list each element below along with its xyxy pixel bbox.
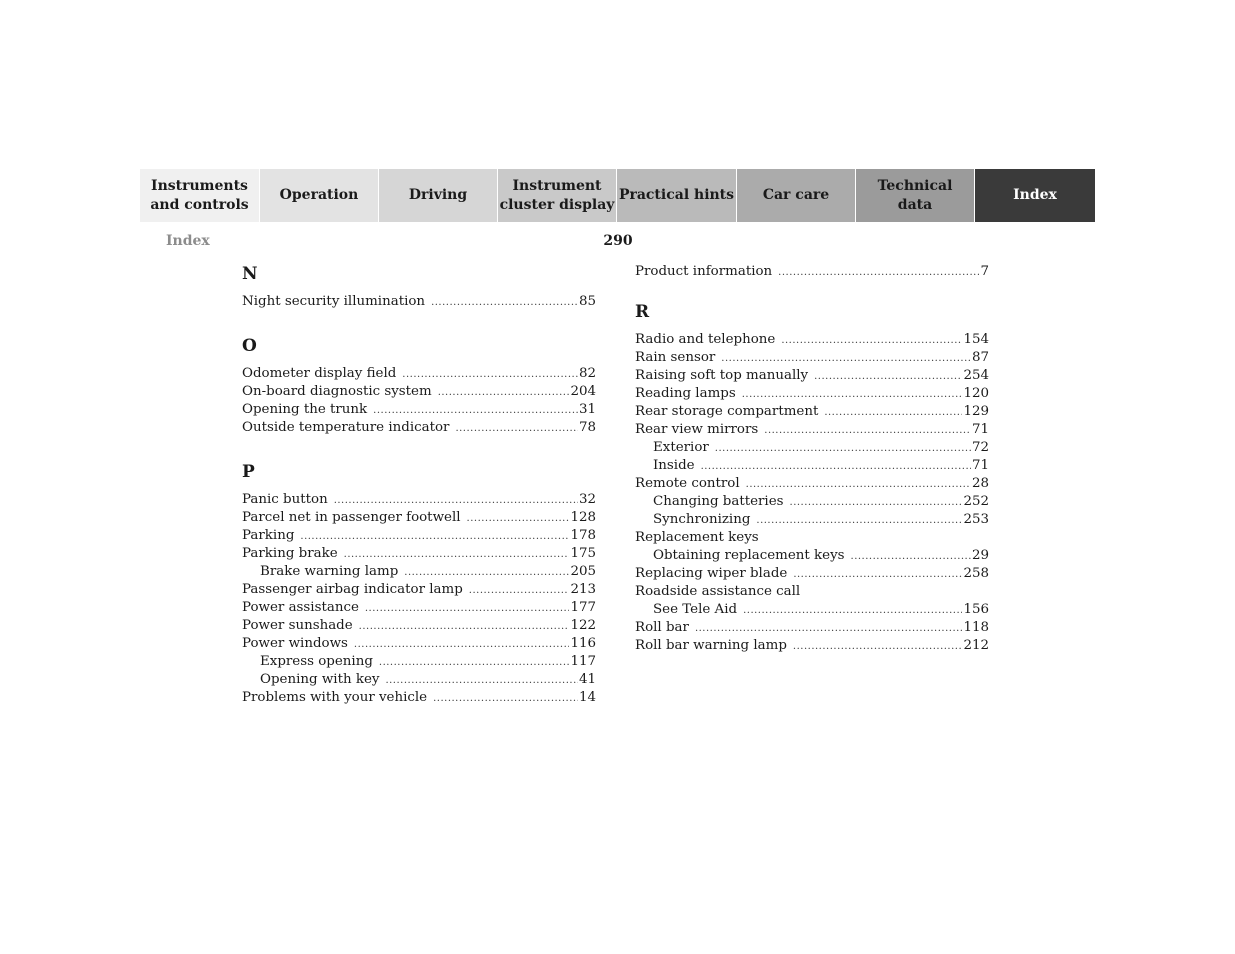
index-group-o: [242, 335, 596, 437]
index-entry[interactable]: [242, 527, 596, 545]
entry-page-number: 87: [971, 350, 989, 365]
entry-page-number: 204: [570, 384, 596, 399]
entry-page-number: 29: [971, 548, 989, 563]
index-entry[interactable]: [242, 599, 596, 617]
entry-page-number: 175: [570, 546, 596, 561]
index-group-n: [242, 263, 596, 311]
tab-label-line1: Operation: [279, 187, 359, 203]
entry-page-number: 178: [570, 528, 596, 543]
index-entry[interactable]: [635, 349, 989, 367]
section-label: Index: [166, 233, 210, 249]
entry-text: Opening the trunk: [242, 402, 368, 417]
entry-page-number: 212: [963, 638, 989, 653]
tab-instrument-cluster-display[interactable]: [498, 169, 617, 222]
dot-leader: [764, 422, 971, 440]
dot-leader: [467, 510, 570, 528]
index-entry-list: [242, 365, 596, 437]
index-subentry[interactable]: [635, 601, 989, 619]
index-entry[interactable]: [242, 689, 596, 707]
dot-leader: [695, 620, 963, 638]
entry-page-number: 31: [578, 402, 596, 417]
dot-leader: [778, 264, 979, 282]
index-entry[interactable]: [635, 583, 989, 601]
dot-leader: [354, 636, 570, 654]
dot-leader: [344, 546, 570, 564]
tab-index-active[interactable]: [975, 169, 1095, 222]
entry-text: Reading lamps: [635, 386, 736, 401]
index-entry[interactable]: [635, 331, 989, 349]
entry-text: Power windows: [242, 636, 348, 651]
entry-text: Express opening: [260, 654, 373, 669]
index-entry[interactable]: [635, 475, 989, 493]
index-entry-list: [242, 491, 596, 707]
entry-text: Parking brake: [242, 546, 338, 561]
index-subentry[interactable]: [635, 511, 989, 529]
index-letter-heading: P: [242, 462, 255, 482]
dot-leader: [379, 654, 570, 672]
chapter-tab-bar: [140, 169, 1095, 222]
entry-text: Rear storage compartment: [635, 404, 819, 419]
entry-text: Changing batteries: [653, 494, 784, 509]
entry-page-number: 129: [963, 404, 989, 419]
dot-leader: [814, 368, 962, 386]
dot-leader: [455, 420, 578, 438]
entry-text: Panic button: [242, 492, 328, 507]
entry-page-number: 14: [578, 690, 596, 705]
index-entry-list: [635, 331, 989, 655]
dot-leader: [402, 366, 578, 384]
tab-label-line1: Practical hints: [618, 187, 735, 203]
entry-page-number: 82: [578, 366, 596, 381]
entry-text: Parking: [242, 528, 295, 543]
index-entry[interactable]: [242, 293, 596, 311]
entry-page-number: 71: [971, 458, 989, 473]
tab-technical-data[interactable]: [856, 169, 975, 222]
entry-text: Replacement keys: [635, 530, 759, 545]
dot-leader: [851, 548, 971, 566]
entry-page-number: 177: [570, 600, 596, 615]
index-entry[interactable]: [635, 385, 989, 403]
dot-leader: [469, 582, 570, 600]
entry-text: Odometer display field: [242, 366, 397, 381]
entry-page-number: 116: [570, 636, 596, 651]
index-entry[interactable]: [242, 383, 596, 401]
entry-text: Power assistance: [242, 600, 359, 615]
entry-page-number: 41: [578, 672, 596, 687]
entry-page-number: 128: [570, 510, 596, 525]
entry-page-number: 254: [963, 368, 989, 383]
dot-leader: [385, 672, 578, 690]
index-entry[interactable]: [635, 529, 989, 547]
dot-leader: [701, 458, 971, 476]
tab-instruments-and-controls[interactable]: [140, 169, 260, 222]
entry-page-number: 117: [570, 654, 596, 669]
entry-text: Roadside assistance call: [635, 584, 801, 599]
entry-text: Exterior: [653, 440, 709, 455]
tab-label-line1: Index: [1013, 187, 1057, 203]
entry-page-number: 85: [578, 294, 596, 309]
dot-leader: [300, 528, 569, 546]
entry-text: Product information: [635, 264, 773, 279]
entry-text: Radio and telephone: [635, 332, 776, 347]
index-letter-heading: R: [635, 302, 650, 322]
index-subentry[interactable]: [635, 547, 989, 565]
dot-leader: [365, 600, 570, 618]
entry-text: Replacing wiper blade: [635, 566, 788, 581]
index-group-p: [242, 461, 596, 707]
index-subentry[interactable]: [242, 563, 596, 581]
index-entry[interactable]: [635, 637, 989, 655]
index-subentry[interactable]: [635, 457, 989, 475]
dot-leader: [721, 350, 971, 368]
index-entry[interactable]: [635, 403, 989, 421]
index-entry[interactable]: [242, 491, 596, 509]
entry-text: Raising soft top manually: [635, 368, 809, 383]
entry-text: Power sunshade: [242, 618, 353, 633]
dot-leader: [742, 386, 963, 404]
index-subentry[interactable]: [635, 439, 989, 457]
index-group-r: [635, 301, 989, 655]
entry-text: Synchronizing: [653, 512, 751, 527]
index-column-right: [635, 263, 989, 679]
entry-page-number: 154: [963, 332, 989, 347]
entry-page-number: 213: [570, 582, 596, 597]
index-entry[interactable]: [242, 365, 596, 383]
entry-page-number: 118: [963, 620, 989, 635]
index-entry[interactable]: [635, 421, 989, 439]
tab-label-line1: Driving: [408, 187, 468, 203]
page-number: 290: [603, 233, 633, 249]
dot-leader: [359, 618, 570, 636]
entry-page-number: 71: [971, 422, 989, 437]
dot-leader: [715, 440, 971, 458]
entry-text: Remote control: [635, 476, 740, 491]
tab-label-line1: Instruments: [151, 177, 248, 194]
dot-leader: [438, 384, 570, 402]
index-entry[interactable]: [242, 545, 596, 563]
index-entry[interactable]: [242, 509, 596, 527]
dot-leader: [756, 512, 962, 530]
entry-text: Opening with key: [260, 672, 380, 687]
entry-text: Passenger airbag indicator lamp: [242, 582, 463, 597]
dot-leader: [743, 602, 962, 620]
dot-leader: [746, 476, 971, 494]
tab-car-care[interactable]: [737, 169, 856, 222]
entry-text: Roll bar: [635, 620, 689, 635]
dot-leader: [781, 332, 962, 350]
dot-leader: [373, 402, 578, 420]
entry-text: Night security illumination: [242, 294, 426, 309]
tab-label-line1: Technical: [877, 177, 953, 194]
index-entry[interactable]: [635, 367, 989, 385]
entry-text: Rear view mirrors: [635, 422, 759, 437]
index-entry[interactable]: [242, 401, 596, 419]
entry-page-number: 72: [971, 440, 989, 455]
tab-driving[interactable]: [379, 169, 498, 222]
entry-text: On-board diagnostic system: [242, 384, 432, 399]
entry-page-number: 78: [578, 420, 596, 435]
index-entry[interactable]: [242, 581, 596, 599]
index-column-left: [242, 263, 596, 731]
index-entry[interactable]: [635, 619, 989, 637]
index-entry-list: [635, 263, 989, 281]
tab-practical-hints[interactable]: [617, 169, 737, 222]
entry-text: Rain sensor: [635, 350, 716, 365]
index-entry[interactable]: [242, 635, 596, 653]
entry-page-number: 205: [570, 564, 596, 579]
entry-text: Roll bar warning lamp: [635, 638, 787, 653]
dot-leader: [824, 404, 962, 422]
entry-page-number: 258: [963, 566, 989, 581]
index-entry[interactable]: [242, 419, 596, 437]
entry-text: See Tele Aid: [653, 602, 738, 617]
index-group-p-continued: [635, 263, 989, 281]
index-letter-heading: O: [242, 336, 257, 356]
index-entry[interactable]: [635, 263, 989, 281]
dot-leader: [334, 492, 578, 510]
tab-label-line2: cluster display: [499, 196, 615, 213]
dot-leader: [793, 566, 962, 584]
tab-label-line1: Car care: [762, 187, 830, 203]
tab-label-line1: Instrument: [512, 177, 602, 194]
entry-page-number: 156: [963, 602, 989, 617]
entry-page-number: 120: [963, 386, 989, 401]
entry-text: Inside: [653, 458, 695, 473]
entry-page-number: 7: [980, 264, 989, 279]
entry-text: Obtaining replacement keys: [653, 548, 845, 563]
dot-leader: [793, 638, 963, 656]
index-entry-list: [242, 293, 596, 311]
entry-page-number: 252: [963, 494, 989, 509]
entry-page-number: 122: [570, 618, 596, 633]
dot-leader: [433, 690, 578, 708]
tab-label-line2: and controls: [150, 196, 249, 213]
dot-leader: [404, 564, 569, 582]
index-subentry[interactable]: [242, 671, 596, 689]
dot-leader: [790, 494, 963, 512]
entry-text: Problems with your vehicle: [242, 690, 428, 705]
tab-label-line2: data: [897, 196, 933, 213]
index-subentry[interactable]: [242, 653, 596, 671]
entry-page-number: 32: [578, 492, 596, 507]
dot-leader: [431, 294, 578, 312]
index-subentry[interactable]: [635, 493, 989, 511]
tab-operation[interactable]: [260, 169, 379, 222]
entry-text: Parcel net in passenger footwell: [242, 510, 461, 525]
index-entry[interactable]: [242, 617, 596, 635]
entry-page-number: 253: [963, 512, 989, 527]
entry-text: Brake warning lamp: [260, 564, 399, 579]
index-letter-heading: N: [242, 264, 258, 284]
entry-text: Outside temperature indicator: [242, 420, 450, 435]
entry-page-number: 28: [971, 476, 989, 491]
index-entry[interactable]: [635, 565, 989, 583]
